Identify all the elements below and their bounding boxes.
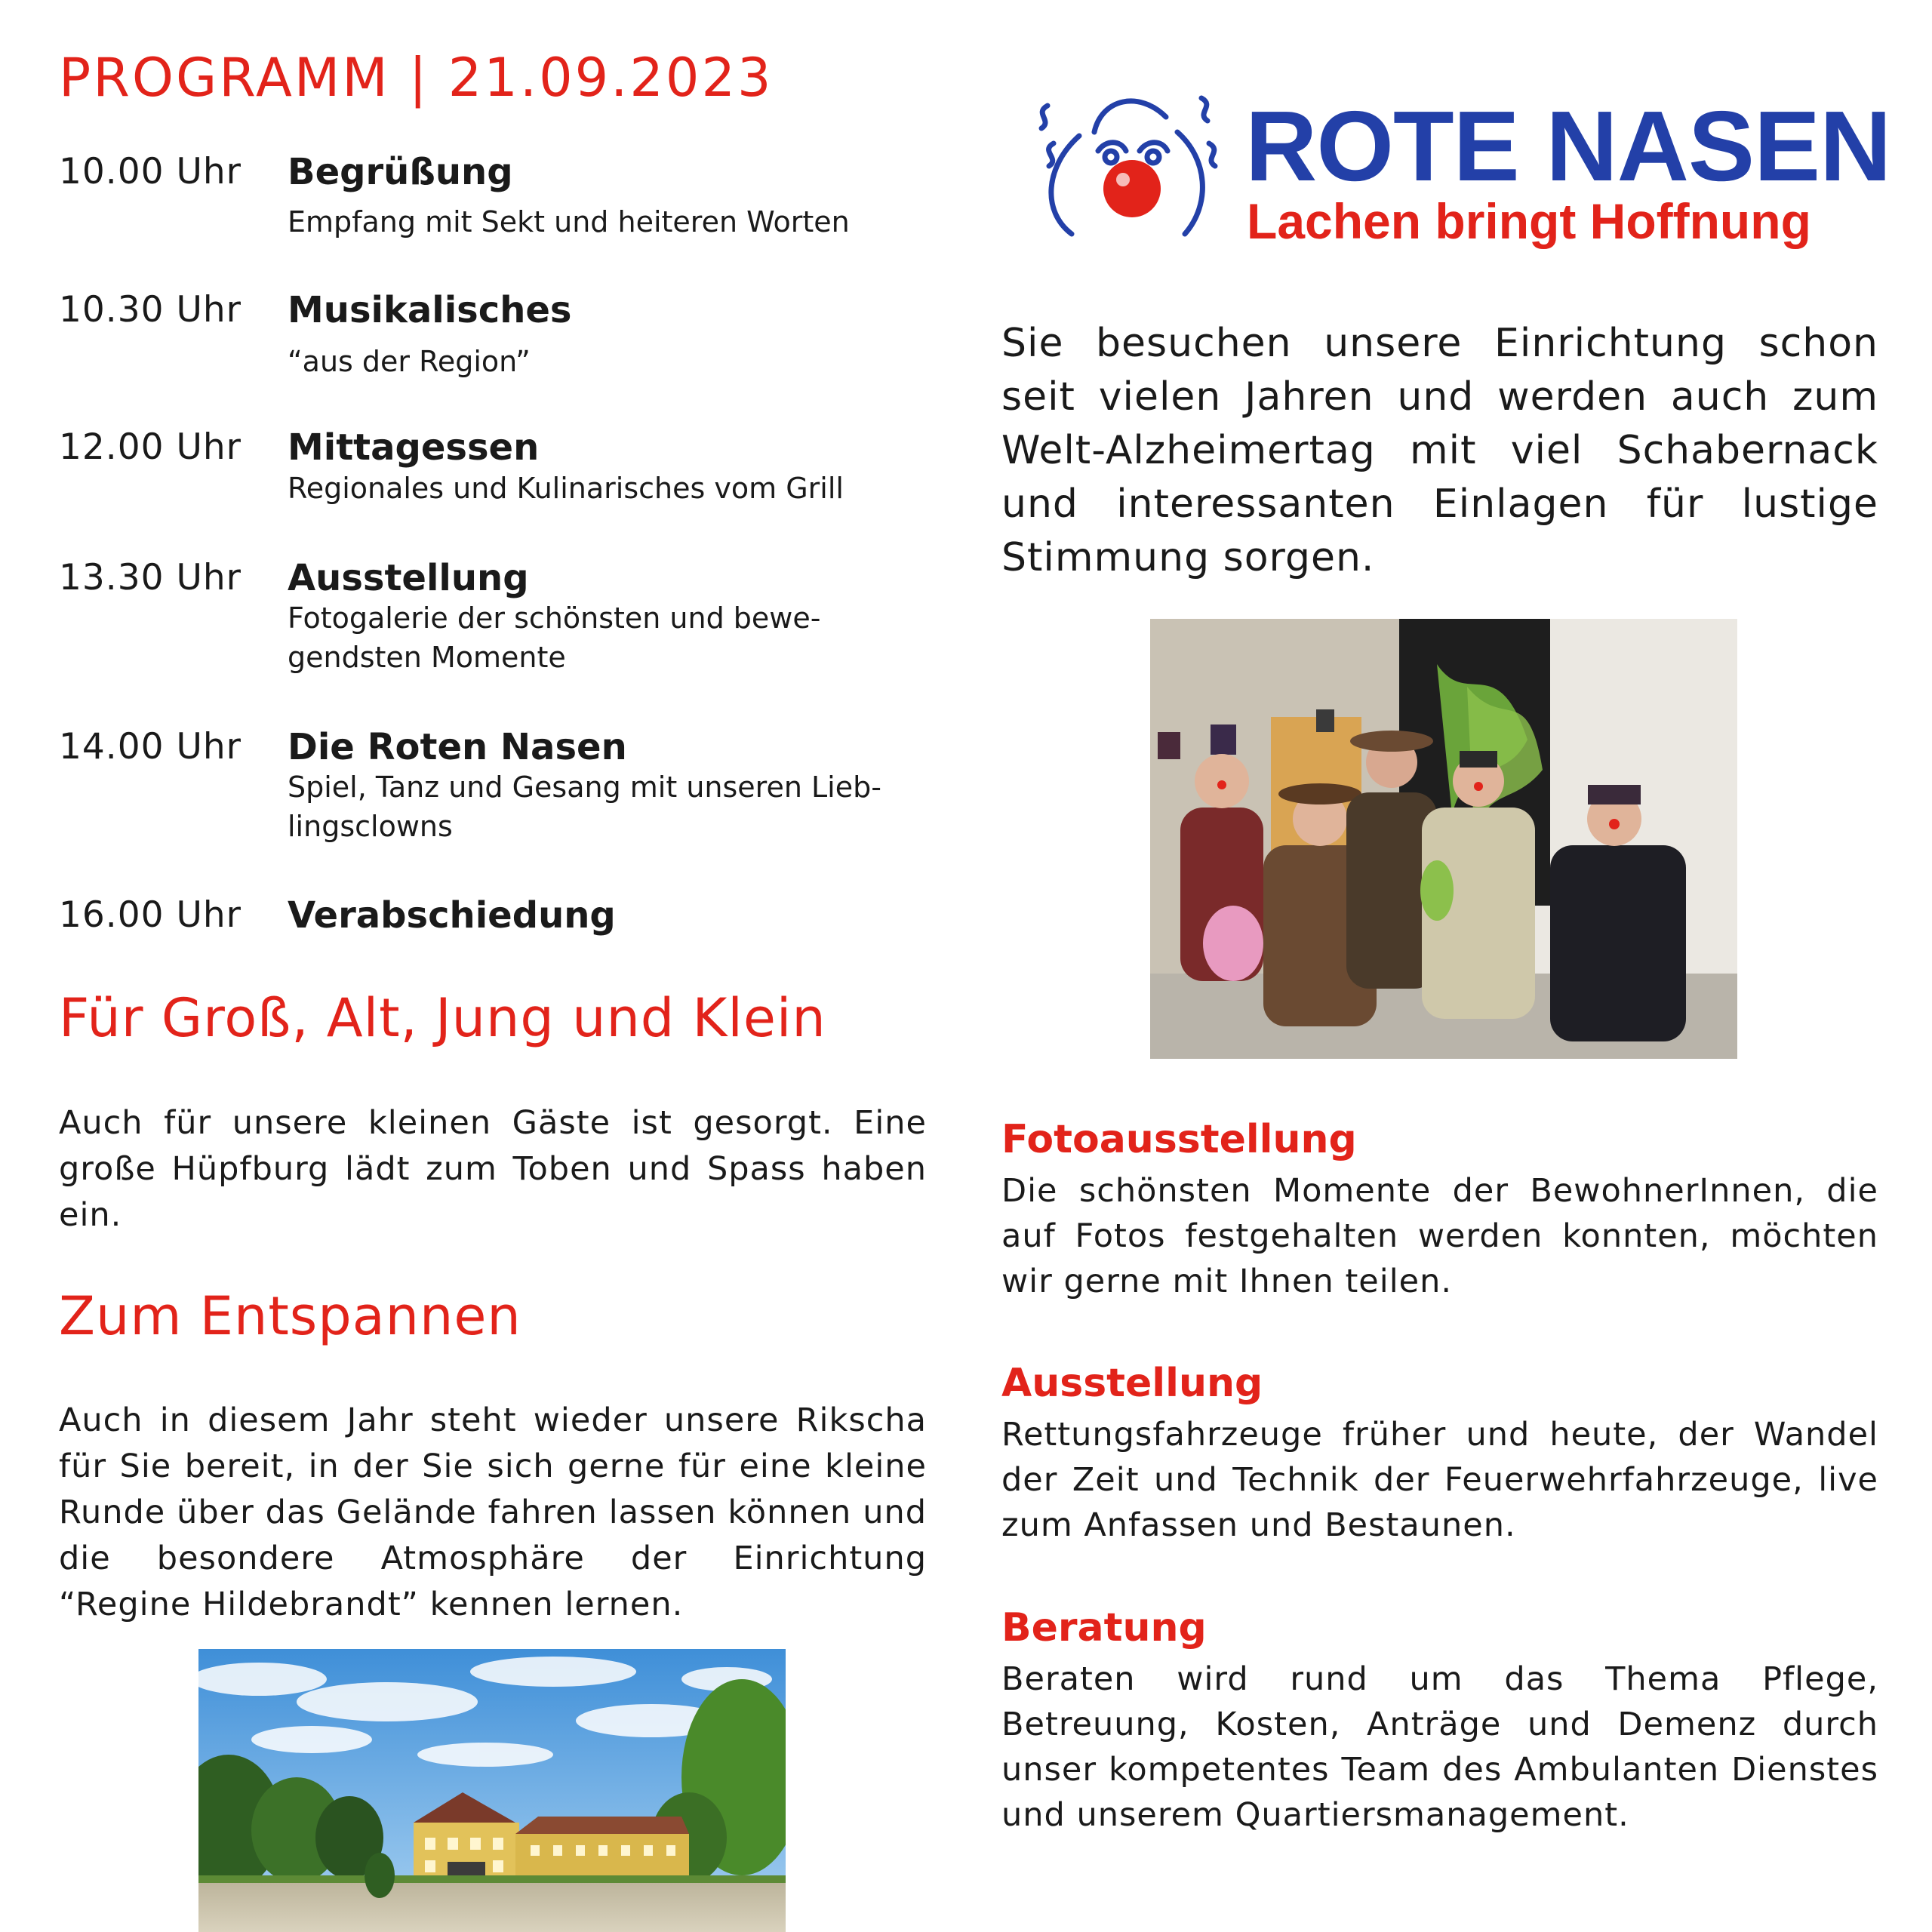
program-time: 13.30 Uhr — [59, 557, 242, 598]
program-name: Mittagessen — [288, 426, 540, 469]
program-desc: Empfang mit Sekt und heiteren Worten — [288, 205, 850, 238]
section-text-ausstellung: Rettungsfahrzeuge früher und heute, der Wandel der Zeit und Technik der Feuerwehrfahrzeuge, live zum Anfassen und Bestaunen. — [1001, 1416, 1878, 1544]
section-text-fuer-alle: Auch für unsere kleinen Gäste ist gesorgt. Eine große Hüpfburg lädt zum Toben und Spass haben ein. — [59, 1104, 927, 1234]
logo-name: ROTE NASEN — [1245, 91, 1891, 202]
program-desc: “aus der Region” — [288, 345, 531, 378]
program-name: Die Roten Nasen — [288, 726, 627, 768]
section-text-entspannen: Auch in diesem Jahr steht wieder unsere Rikscha für Sie bereit, in der Sie sich gerne für eine kleine Runde über das Gelände fahren lassen können und die besondere Atmosphäre der Einrichtung “Regine Hildebrandt” kennen lernen. — [59, 1401, 927, 1623]
section-title-ausstellung: Ausstellung — [1001, 1361, 1263, 1406]
program-name: Verabschiedung — [288, 894, 616, 937]
section-title-fuer-alle: Für Groß, Alt, Jung und Klein — [59, 987, 826, 1049]
program-time: 14.00 Uhr — [59, 726, 242, 768]
rote-nasen-logo — [1026, 75, 1894, 257]
clowns-photo — [1150, 619, 1737, 1059]
program-time: 12.00 Uhr — [59, 426, 242, 468]
program-name: Musikalisches — [288, 289, 572, 331]
program-time: 10.00 Uhr — [59, 151, 242, 192]
program-desc: Regionales und Kulinarisches vom Grill — [288, 472, 844, 505]
section-text-beratung: Beraten wird rund um das Thema Pflege, Betreuung, Kosten, Anträge und Demenz durch unser kompetentes Team des Ambulanten Dienstes und unserem Quartiersmanagement. — [1001, 1660, 1878, 1834]
program-name: Ausstellung — [288, 557, 529, 599]
section-title-fotoausstellung: Fotoausstellung — [1001, 1117, 1357, 1162]
program-desc: Fotogalerie der schönsten und bewe-gendsten Momente — [288, 601, 821, 674]
section-text-fotoausstellung: Die schönsten Momente der BewohnerInnen, die auf Fotos festgehalten werden konnten, möchten wir gerne mit Ihnen teilen. — [1001, 1172, 1878, 1300]
building-photo — [198, 1649, 786, 1932]
clown-face-icon — [1026, 75, 1230, 242]
program-name: Begrüßung — [288, 151, 513, 193]
logo-tagline: Lachen bringt Hoffnung — [1247, 193, 1811, 249]
intro-text: Sie besuchen unsere Einrichtung schon seit vielen Jahren und werden auch zum Welt-Alzheimertag mit viel Schabernack und interessanten Einlagen für lustige Stimmung sorgen. — [1001, 321, 1878, 580]
program-time: 16.00 Uhr — [59, 894, 242, 936]
section-title-entspannen: Zum Entspannen — [59, 1285, 521, 1347]
program-desc: Spiel, Tanz und Gesang mit unseren Lieb-lingsclowns — [288, 771, 881, 843]
program-title: PROGRAMM | 21.09.2023 — [59, 47, 774, 109]
section-title-beratung: Beratung — [1001, 1605, 1207, 1651]
program-time: 10.30 Uhr — [59, 289, 242, 331]
